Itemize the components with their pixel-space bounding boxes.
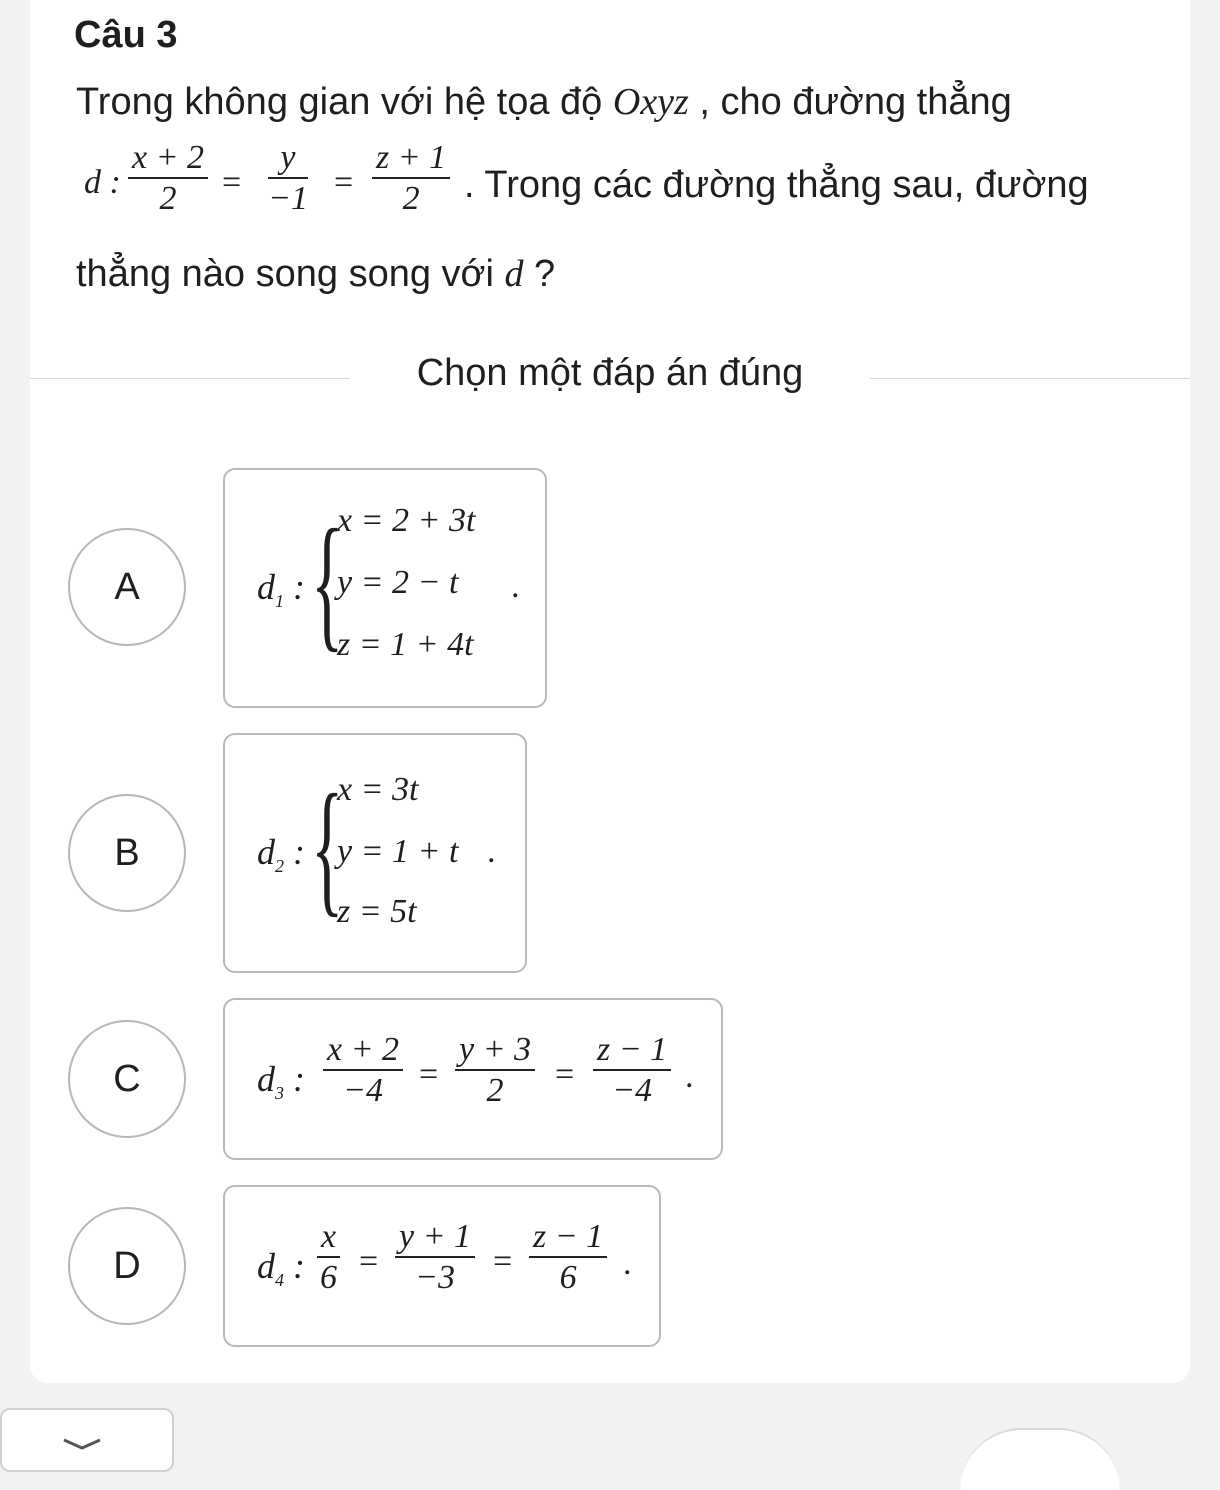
- line-name: $d_3$ :: [257, 1059, 305, 1104]
- option-d-box[interactable]: [223, 1185, 661, 1347]
- fraction: $\frac{x}{6}$: [317, 1217, 340, 1297]
- equals-sign: =: [419, 1056, 439, 1093]
- equals-sign: =: [334, 164, 354, 201]
- equals-sign: =: [359, 1243, 379, 1280]
- line-name: $d_4$ :: [257, 1246, 305, 1291]
- question-text: , cho đường thẳng: [699, 81, 1012, 123]
- system-brace: {: [311, 764, 344, 930]
- option-a-radio[interactable]: A: [68, 528, 186, 646]
- fraction: $\frac{y}{-1}$: [268, 139, 308, 218]
- option-b-box[interactable]: [223, 733, 527, 973]
- line-var-d: d: [504, 253, 524, 295]
- equation-line: y = 2 − t: [337, 564, 459, 601]
- period: .: [685, 1058, 694, 1095]
- option-c-box[interactable]: [223, 998, 723, 1160]
- equation-line: z = 5t: [337, 893, 417, 930]
- fraction: $\frac{z + 1}{2}$: [372, 138, 450, 218]
- equation-line: x = 2 + 3t: [337, 502, 476, 539]
- section-label: Chọn một đáp án đúng: [416, 352, 804, 394]
- system-brace: {: [311, 499, 344, 665]
- chevron-down-icon: [62, 1438, 102, 1450]
- floating-button[interactable]: [960, 1428, 1120, 1490]
- question-line-3: [76, 252, 555, 296]
- option-b-radio[interactable]: B: [68, 794, 186, 912]
- fraction: $\frac{z - 1}{-4}$: [593, 1030, 671, 1110]
- equation-line: z = 1 + 4t: [337, 626, 474, 663]
- question-text: thẳng nào song song với: [76, 253, 494, 295]
- fraction: $\frac{y + 3}{2}$: [455, 1030, 535, 1110]
- question-text: Trong không gian với hệ tọa độ: [76, 81, 603, 123]
- equals-sign: =: [555, 1056, 575, 1093]
- question-text: . Trong các đường thẳng sau, đường: [464, 164, 1089, 206]
- period: .: [487, 833, 496, 870]
- option-d-radio[interactable]: D: [68, 1207, 186, 1325]
- option-a-box[interactable]: [223, 468, 547, 708]
- option-c-radio[interactable]: C: [68, 1020, 186, 1138]
- fraction: $\frac{y + 1}{-3}$: [395, 1217, 475, 1297]
- fraction: $\frac{x + 2}{-4}$: [323, 1030, 403, 1110]
- line-name: $d_2$ :: [257, 832, 305, 877]
- equation-line: x = 3t: [337, 771, 419, 808]
- fraction: $\frac{x + 2}{2}$: [128, 138, 208, 218]
- equation-line: y = 1 + t: [337, 833, 459, 870]
- equals-sign: =: [222, 164, 242, 201]
- divider-right: [870, 378, 1190, 379]
- question-text: ?: [534, 253, 556, 295]
- line-name: $d_1$ :: [257, 567, 305, 612]
- collapse-tab[interactable]: [0, 1408, 174, 1472]
- coord-system: Oxyz: [612, 81, 689, 123]
- line-name-d: d :: [84, 164, 121, 201]
- fraction: $\frac{z - 1}{6}$: [529, 1217, 607, 1297]
- question-title: Câu 3: [74, 14, 178, 56]
- period: .: [511, 568, 520, 605]
- period: .: [623, 1245, 632, 1282]
- equals-sign: =: [493, 1243, 513, 1280]
- question-line-1: [76, 80, 1012, 124]
